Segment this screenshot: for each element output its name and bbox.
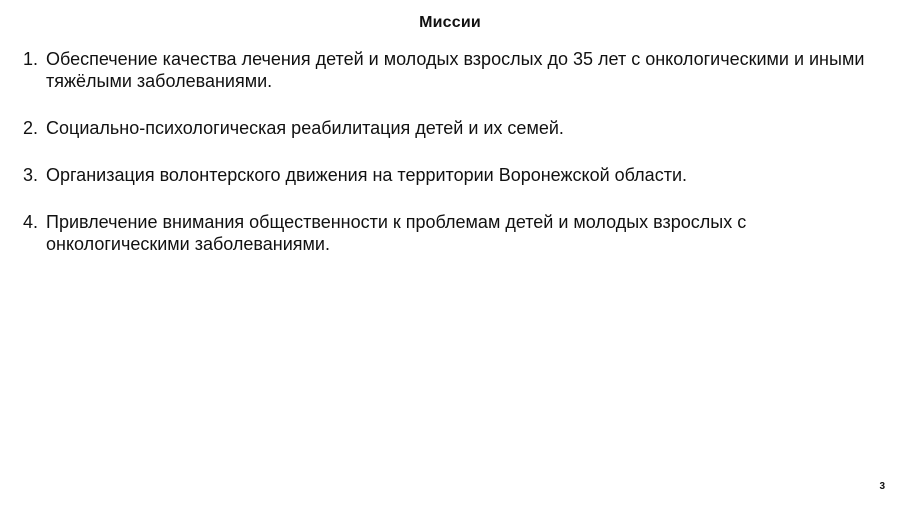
mission-item <box>0 164 880 186</box>
mission-number: 4. <box>23 212 39 232</box>
mission-item <box>0 48 880 92</box>
mission-list <box>0 48 880 280</box>
mission-text: Обеспечение качества лечения детей и молодых взрослых до 35 лет с онкологическими и иными тяжёлыми заболеваниями. <box>46 49 865 91</box>
slide-title: Миссии <box>419 14 481 31</box>
mission-item <box>0 211 880 255</box>
mission-number: 2. <box>23 118 39 138</box>
mission-number: 1. <box>23 49 39 69</box>
mission-item <box>0 117 880 139</box>
mission-text: Привлечение внимания общественности к проблемам детей и молодых взрослых с онкологическими заболеваниями. <box>46 212 747 254</box>
page-number: 3 <box>879 481 885 492</box>
mission-number: 3. <box>23 165 39 185</box>
mission-text: Социально-психологическая реабилитация детей и их семей. <box>46 118 564 138</box>
mission-text: Организация волонтерского движения на территории Воронежской области. <box>46 165 687 185</box>
